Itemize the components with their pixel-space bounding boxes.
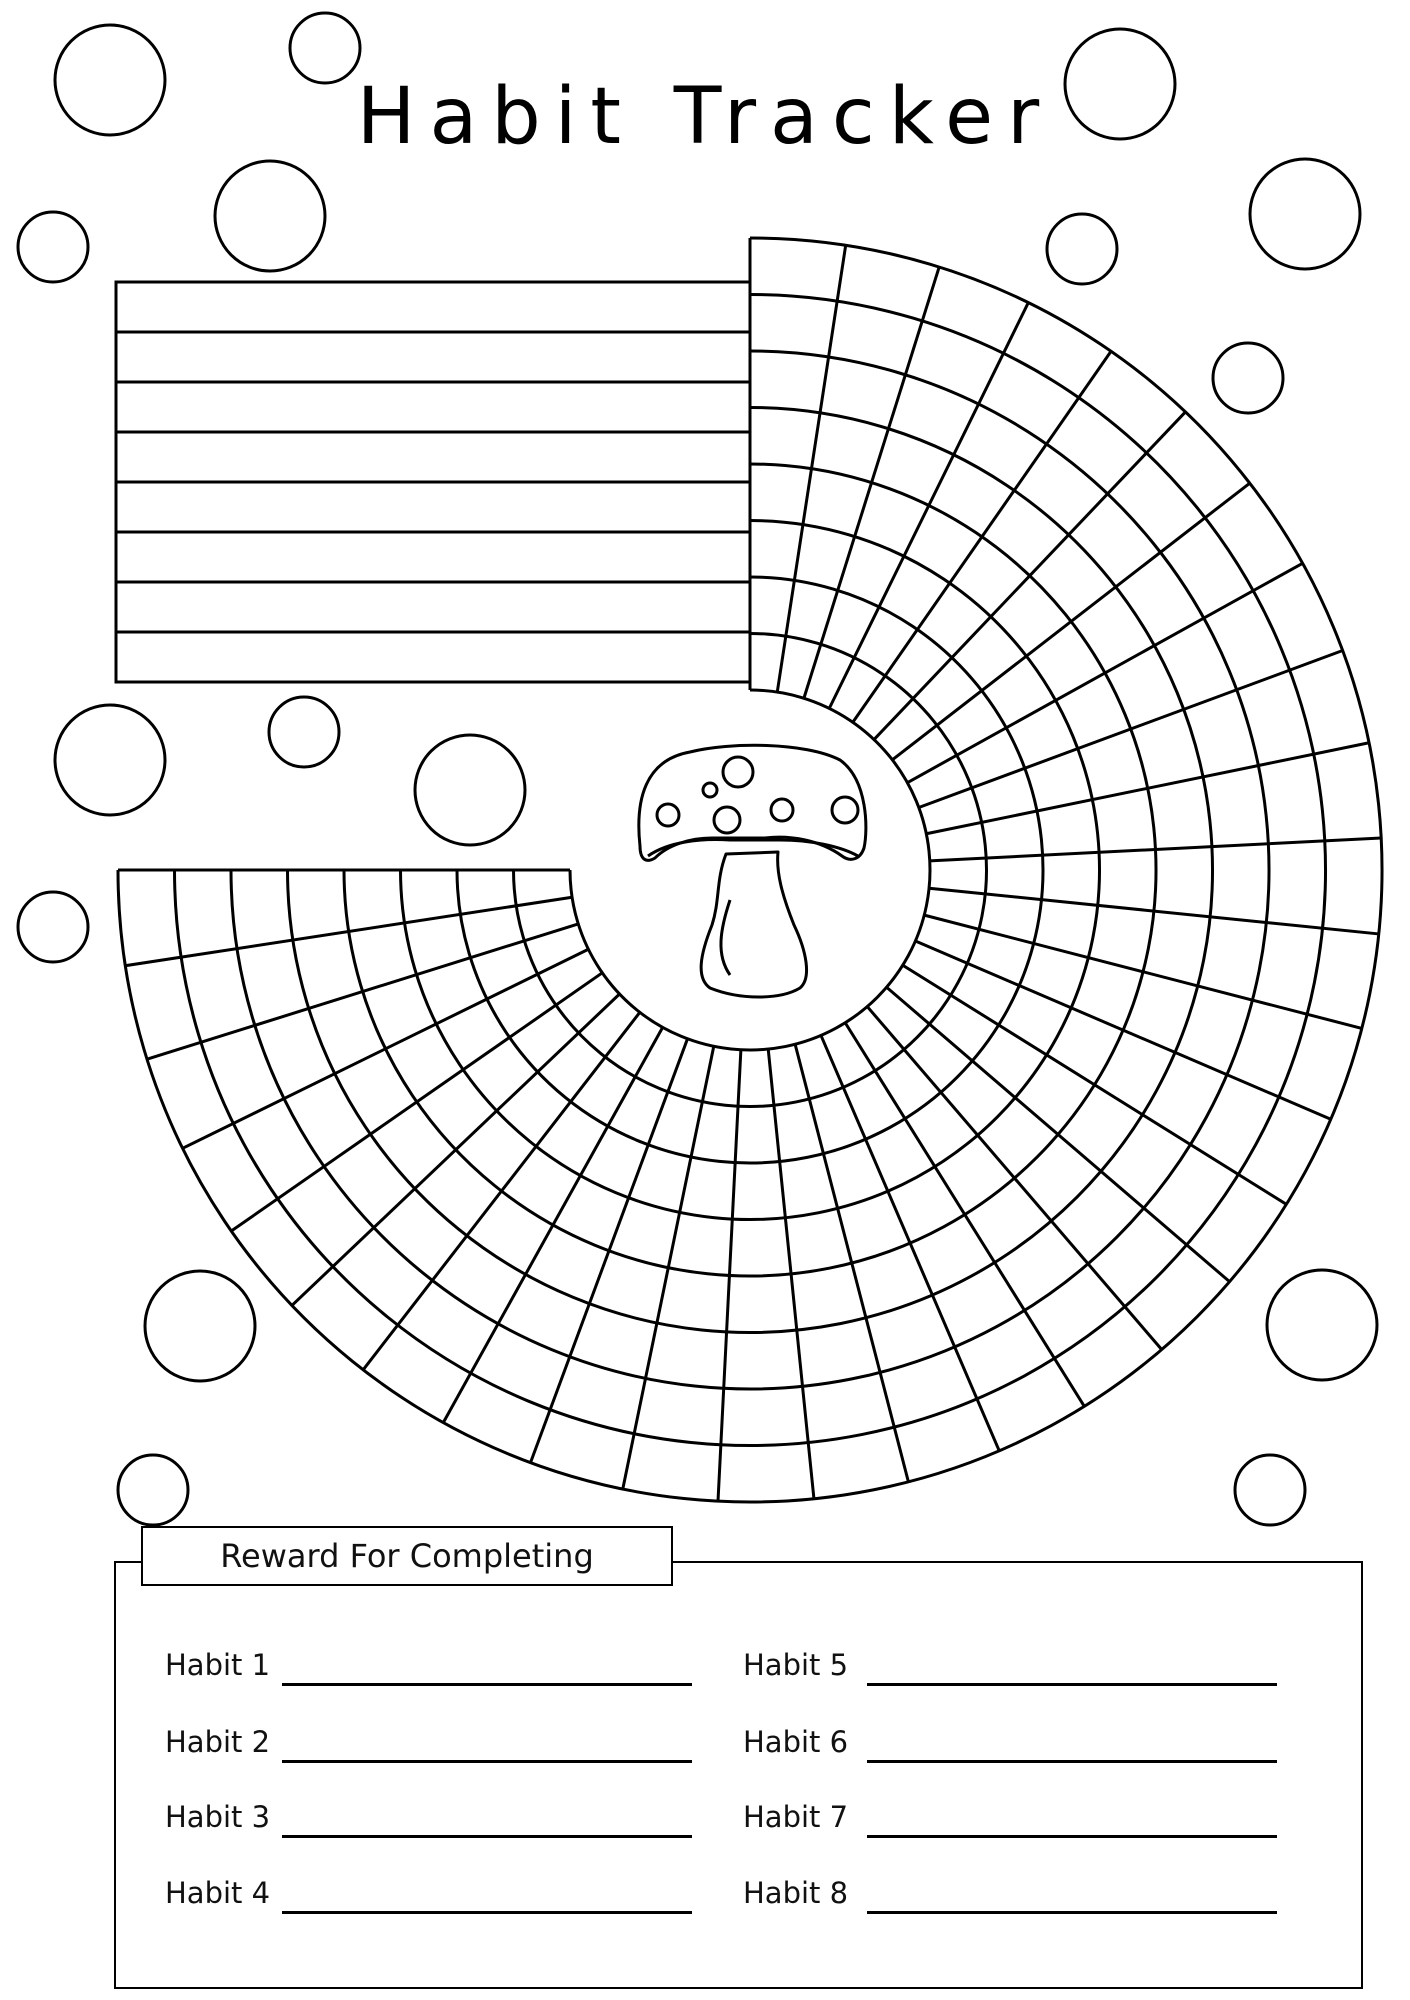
day-divider [926,743,1369,834]
circle-bubble-icon [215,161,325,271]
circle-bubble-icon [18,892,88,962]
day-divider [919,651,1343,808]
circle-bubble-icon [1250,159,1360,269]
circle-bubble-icon [1213,343,1283,413]
reward-frame [115,1527,1362,1988]
day-divider [887,987,1230,1281]
reward-input-line[interactable] [867,1911,1277,1914]
day-divider [845,1023,1084,1407]
reward-input-line[interactable] [282,1911,692,1914]
reward-habit-label: Habit 4 [165,1876,271,1910]
circle-bubble-icon [118,1455,188,1525]
day-divider [874,412,1185,740]
circle-bubble-icon [145,1271,255,1381]
reward-habit-label: Habit 8 [743,1876,849,1910]
circle-bubble-icon [1047,214,1117,284]
reward-habit-label: Habit 5 [743,1648,849,1682]
circle-bubble-icon [269,697,339,767]
day-divider [531,1039,688,1463]
reward-habit-label: Habit 7 [743,1800,849,1834]
circle-bubble-icon [415,735,525,845]
day-divider [804,267,939,698]
day-divider [292,994,620,1305]
reward-habit-label: Habit 3 [165,1800,271,1834]
reward-habit-label: Habit 2 [165,1725,271,1759]
mushroom-icon [639,745,866,997]
reward-habit-label: Habit 1 [165,1648,271,1682]
day-divider [777,245,845,692]
reward-input-line[interactable] [867,1760,1277,1763]
day-divider [125,897,572,965]
reward-input-line[interactable] [867,1683,1277,1686]
circle-bubble-icon [55,705,165,815]
circle-bubble-icon [1235,1455,1305,1525]
circle-bubble-icon [18,212,88,282]
day-divider [623,1046,714,1489]
circle-bubble-icon [1267,1270,1377,1380]
reward-habit-label: Habit 6 [743,1725,849,1759]
reward-input-line[interactable] [282,1760,692,1763]
reward-input-line[interactable] [282,1835,692,1838]
reward-title: Reward For Completing [220,1537,594,1575]
day-divider [903,965,1287,1204]
reward-input-line[interactable] [282,1683,692,1686]
habit-name-rows [116,282,750,682]
reward-input-line[interactable] [867,1835,1277,1838]
page-title: Habit Tracker [356,72,1054,162]
day-divider [147,924,578,1059]
day-divider [867,1007,1161,1350]
